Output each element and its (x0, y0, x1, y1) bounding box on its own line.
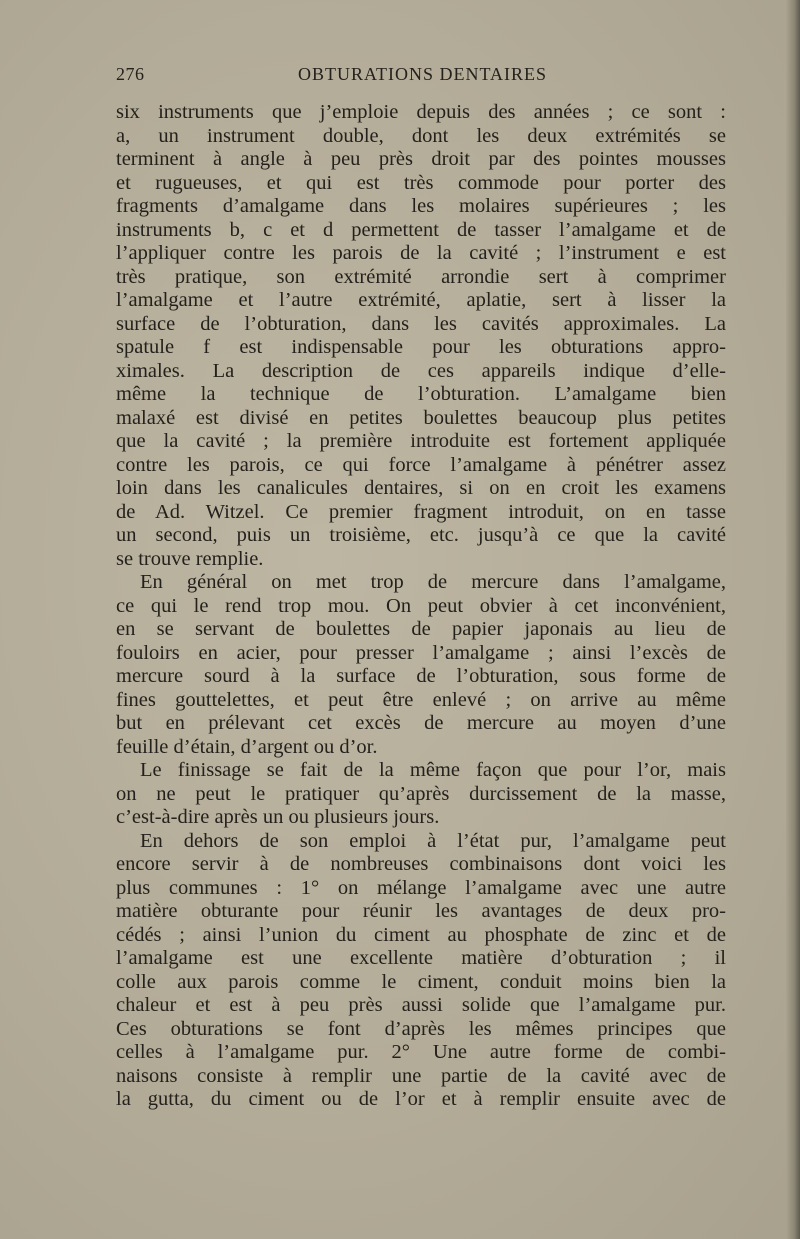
text-line: matière obturante pour réunir les avantages de deux pro- (116, 900, 726, 922)
text-line: de Ad. Witzel. Ce premier fragment introduit, on en tasse (116, 500, 726, 523)
text-line: cédés ; ainsi l’union du ciment au phosphate de zinc et de (116, 923, 726, 946)
text-line: un second, puis un troisième, etc. jusqu’à ce que la cavité (116, 524, 726, 546)
text-line: la gutta, du ciment ou de l’or et à remplir ensuite avec de (116, 1088, 726, 1110)
running-head (116, 64, 726, 90)
text-line: but en prélevant cet excès de mercure au moyen d’une (116, 712, 726, 734)
text-line: malaxé est divisé en petites boulettes beaucoup plus petites (116, 406, 726, 429)
text-line: on ne peut le pratiquer qu’après durcissement de la masse, (116, 782, 726, 805)
page-number: 276 (116, 64, 145, 84)
text-line: fragments d’amalgame dans les molaires supérieures ; les (116, 195, 726, 217)
paragraph-start-line: En dehors de son emploi à l’état pur, l’amalgame peut (140, 829, 726, 852)
paragraph-start-line: Le finissage se fait de la même façon que pour l’or, mais (140, 759, 726, 781)
text-line: l’amalgame est une excellente matière d’obturation ; il (116, 947, 726, 969)
paragraph-end-line: se trouve remplie. (116, 547, 264, 570)
paragraph-start-line: En général on met trop de mercure dans l’amalgame, (140, 571, 726, 593)
text-line: a, un instrument double, dont les deux extrémités se (116, 124, 726, 147)
text-line: même la technique de l’obturation. L’amalgame bien (116, 383, 726, 405)
text-line: loin dans les canalicules dentaires, si on en croit les examens (116, 477, 726, 499)
body-text (116, 101, 726, 1112)
text-line: très pratique, son extrémité arrondie sert à comprimer (116, 265, 726, 288)
text-line: celles à l’amalgame pur. 2° Une autre forme de combi- (116, 1041, 726, 1063)
text-line: encore servir à de nombreuses combinaisons dont voici les (116, 853, 726, 875)
text-line: terminent à angle à peu près droit par des pointes mousses (116, 148, 726, 170)
text-line: contre les parois, ce qui force l’amalgame à pénétrer assez (116, 453, 726, 476)
text-line: ce qui le rend trop mou. On peut obvier à cet inconvénient, (116, 594, 726, 617)
text-line: l’amalgame et l’autre extrémité, aplatie, sert à lisser la (116, 289, 726, 311)
text-line: l’appliquer contre les parois de la cavité ; l’instrument e est (116, 242, 726, 264)
text-line: que la cavité ; la première introduite est fortement appliquée (116, 430, 726, 452)
text-line: instruments b, c et d permettent de tasser l’amalgame et de (116, 218, 726, 241)
text-line: et rugueuses, et qui est très commode pour porter des (116, 171, 726, 194)
paragraph-end-line: c’est-à-dire après un ou plusieurs jours. (116, 806, 440, 828)
text-line: fines gouttelettes, et peut être enlevé ; on arrive au même (116, 688, 726, 711)
text-line: surface de l’obturation, dans les cavités approximales. La (116, 312, 726, 335)
text-line: colle aux parois comme le ciment, conduit moins bien la (116, 970, 726, 993)
text-line: fouloirs en acier, pour presser l’amalgame ; ainsi l’excès de (116, 641, 726, 664)
text-line: spatule f est indispensable pour les obturations appro- (116, 336, 726, 358)
text-line: plus communes : 1° on mélange l’amalgame avec une autre (116, 876, 726, 899)
text-line: naisons consiste à remplir une partie de la cavité avec de (116, 1064, 726, 1087)
text-line: ximales. La description de ces appareils indique d’elle- (116, 359, 726, 382)
text-line: six instruments que j’emploie depuis des années ; ce sont : (116, 101, 726, 123)
running-title: OBTURATIONS DENTAIRES (298, 64, 548, 84)
text-line: chaleur et est à peu près aussi solide que l’amalgame pur. (116, 994, 726, 1016)
text-line: en se servant de boulettes de papier japonais au lieu de (116, 618, 726, 640)
text-line: Ces obturations se font d’après les mêmes principes que (116, 1017, 726, 1040)
page-edge (786, 0, 800, 1239)
paragraph-end-line: feuille d’étain, d’argent ou d’or. (116, 735, 378, 758)
text-line: mercure sourd à la surface de l’obturation, sous forme de (116, 665, 726, 687)
